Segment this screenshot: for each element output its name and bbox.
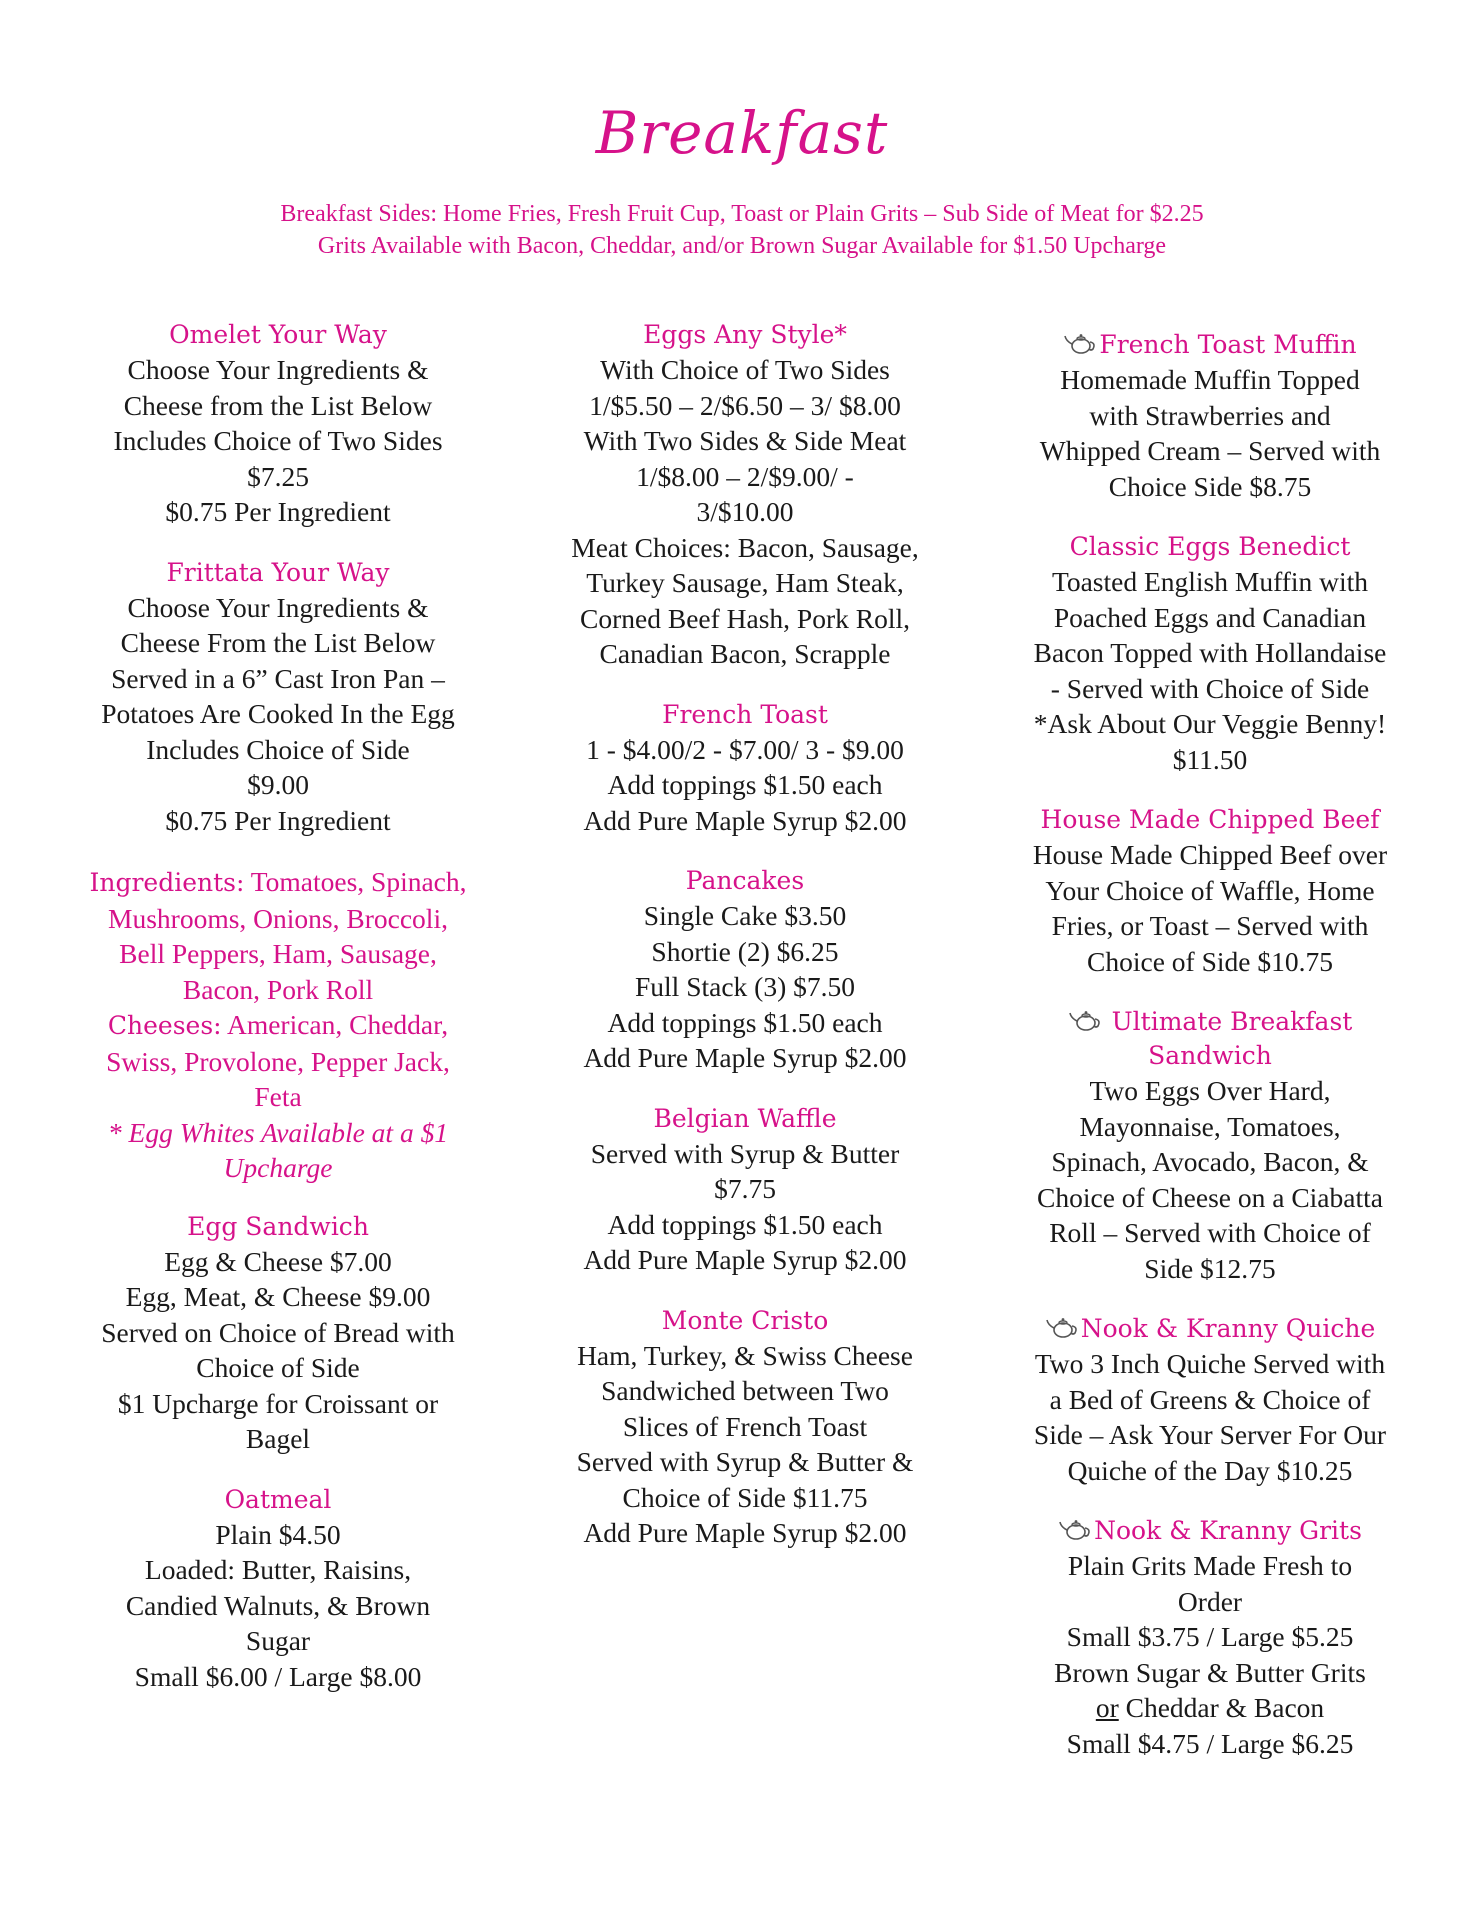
item-title-text: Sandwich (1148, 1041, 1272, 1070)
or-word: or (1095, 1692, 1119, 1723)
item-line: $0.75 Per Ingredient (165, 496, 391, 527)
item-line: Choice of Cheese on a Ciabatta (1037, 1181, 1383, 1213)
menu-column-right (1000, 318, 1420, 1787)
teapot-icon (1068, 1008, 1102, 1032)
menu-item-french-toast-muffin (1000, 328, 1420, 504)
menu-column-left (68, 318, 488, 1720)
item-line: Sugar (245, 1625, 311, 1656)
item-line: Feta (254, 1081, 302, 1112)
item-line: Whipped Cream – Served with (1039, 435, 1381, 466)
item-line: Add toppings $1.50 each (607, 1208, 883, 1240)
item-line: Canadian Bacon, Scrapple (599, 638, 891, 669)
item-line: $0.75 Per Ingredient (165, 804, 391, 836)
or-rest: Cheddar & Bacon (1118, 1692, 1325, 1723)
item-line: Small $6.00 / Large $8.00 (134, 1660, 422, 1692)
cheeses-first: American, Cheddar, (221, 1009, 449, 1040)
item-line: Corned Beef Hash, Pork Roll, (580, 602, 910, 634)
menu-item-eggs-any-style (535, 318, 955, 672)
egg-whites-note: Upcharge (223, 1152, 333, 1183)
item-title-french-toast-muffin (1000, 328, 1420, 362)
item-line: Plain Grits Made Fresh to (1067, 1550, 1353, 1581)
item-title-frittata: Frittata Your Way (166, 557, 390, 587)
item-line: Turkey Sausage, Ham Steak, (586, 567, 904, 598)
item-line: Mushrooms, Onions, Broccoli, (108, 902, 448, 934)
item-line: Bell Peppers, Ham, Sausage, (119, 938, 437, 969)
item-line: Choice of Side $10.75 (1087, 945, 1333, 977)
item-line: 3/$10.00 (696, 496, 794, 527)
menu-item-pancakes (535, 864, 955, 1076)
egg-whites-note: * Egg Whites Available at a $1 (107, 1116, 449, 1148)
item-title-text: Nook & Kranny Quiche (1080, 1314, 1376, 1343)
cheeses-label: Cheeses: (107, 1011, 222, 1040)
item-line: Served on Choice of Bread with (101, 1316, 455, 1348)
menu-item-grits (1000, 1514, 1420, 1761)
item-line: Choose Your Ingredients & (127, 354, 429, 385)
menu-item-oatmeal (68, 1483, 488, 1695)
item-line: Brown Sugar & Butter Grits (1054, 1656, 1366, 1688)
teapot-icon (1063, 331, 1097, 355)
item-price: $7.75 (714, 1173, 776, 1204)
item-line: Add Pure Maple Syrup $2.00 (583, 1244, 907, 1275)
item-line: Homemade Muffin Topped (1060, 364, 1360, 395)
item-line: Candied Walnuts, & Brown (125, 1589, 431, 1621)
item-line: Cheese From the List Below (120, 627, 436, 658)
item-line: Plain $4.50 (215, 1518, 341, 1550)
item-line: Egg, Meat, & Cheese $9.00 (125, 1281, 431, 1312)
item-title-omelet: Omelet Your Way (169, 320, 387, 349)
item-line: Single Cake $3.50 (643, 900, 847, 931)
item-title-egg-sandwich: Egg Sandwich (187, 1211, 369, 1241)
item-line: Spinach, Avocado, Bacon, & (1051, 1146, 1369, 1177)
item-title-text: Nook & Kranny Grits (1094, 1516, 1362, 1545)
item-line: Add Pure Maple Syrup $2.00 (583, 1517, 907, 1548)
ingredients-list (68, 864, 488, 1186)
item-line: Bacon, Pork Roll (182, 973, 374, 1005)
item-line: Add toppings $1.50 each (607, 769, 883, 800)
item-title-chipped-beef: House Made Chipped Beef (1040, 805, 1380, 834)
item-line: 1/$5.50 – 2/$6.50 – 3/ $8.00 (589, 389, 901, 421)
item-title-classic-eggs-benedict: Classic Eggs Benedict (1069, 532, 1351, 561)
item-line: Cheese from the List Below (123, 389, 433, 421)
item-line: - Served with Choice of Side (1050, 672, 1370, 704)
menu-item-quiche (1000, 1312, 1420, 1488)
item-title-eggs-any-style: Eggs Any Style* (643, 320, 847, 349)
item-line: Loaded: Butter, Raisins, (144, 1554, 412, 1585)
item-line: Your Choice of Waffle, Home (1045, 874, 1375, 906)
item-title-belgian-waffle: Belgian Waffle (653, 1103, 837, 1133)
item-line: Two Eggs Over Hard, (1089, 1075, 1331, 1106)
menu-item-chipped-beef (1000, 803, 1420, 979)
menu-item-frittata (68, 556, 488, 839)
item-line: Toasted English Muffin with (1051, 566, 1369, 597)
item-line: Roll – Served with Choice of (1049, 1217, 1371, 1248)
page-title: Breakfast (595, 99, 889, 167)
item-line: Slices of French Toast (622, 1410, 868, 1442)
item-line: Full Stack (3) $7.50 (635, 971, 855, 1002)
item-line: Choice of Side (196, 1352, 360, 1383)
item-line: Quiche of the Day $10.25 (1067, 1454, 1353, 1486)
item-line: Meat Choices: Bacon, Sausage, (571, 531, 919, 563)
ingredients-first: Tomatoes, Spinach, (244, 866, 467, 897)
sides-note-line-1: Breakfast Sides: Home Fries, Fresh Fruit Cup, Toast or Plain Grits – Sub Side of Meat for $2.25 (280, 201, 1204, 227)
item-title-text: French Toast Muffin (1099, 330, 1357, 359)
item-title-french-toast: French Toast (662, 699, 828, 729)
menu-column-middle (535, 318, 955, 1577)
item-line: Potatoes Are Cooked In the Egg (101, 698, 455, 729)
cheeses-line-1 (68, 1007, 488, 1044)
item-line: Choose Your Ingredients & (127, 591, 429, 623)
item-line: Small $3.75 / Large $5.25 (1066, 1621, 1354, 1652)
item-line: Add Pure Maple Syrup $2.00 (583, 804, 907, 836)
item-line: House Made Chipped Beef over (1032, 839, 1388, 870)
ingredients-line-1 (68, 864, 488, 901)
item-title-pancakes: Pancakes (685, 866, 805, 895)
item-line: a Bed of Greens & Choice of (1049, 1383, 1371, 1415)
ingredients-label: Ingredients: (89, 868, 245, 897)
item-price: $9.00 (247, 769, 309, 800)
item-line: Mayonnaise, Tomatoes, (1079, 1110, 1341, 1142)
item-line: 1 - $4.00/2 - $7.00/ 3 - $9.00 (586, 733, 904, 765)
item-title-monte-cristo: Monte Cristo (661, 1305, 829, 1335)
menu-item-french-toast (535, 698, 955, 839)
item-line: $1 Upcharge for Croissant or (117, 1387, 439, 1419)
item-line: Egg & Cheese $7.00 (164, 1245, 392, 1277)
item-line: Two 3 Inch Quiche Served with (1034, 1348, 1386, 1379)
item-line: Sandwiched between Two (601, 1375, 889, 1406)
menu-item-monte-cristo (535, 1304, 955, 1551)
item-line: Served with Syrup & Butter & (576, 1446, 914, 1477)
item-line: 1/$8.00 – 2/$9.00/ - (636, 460, 854, 492)
item-title-ultimate-breakfast-sandwich (1000, 1005, 1420, 1039)
item-price: $11.50 (1172, 743, 1248, 775)
item-line: Shortie (2) $6.25 (651, 935, 839, 967)
item-line: Poached Eggs and Canadian (1053, 601, 1367, 633)
item-line: Fries, or Toast – Served with (1051, 910, 1369, 941)
item-price: $7.25 (247, 460, 309, 492)
item-line: Swiss, Provolone, Pepper Jack, (106, 1045, 450, 1077)
item-line: Order (1177, 1585, 1243, 1617)
item-title-quiche (1000, 1312, 1420, 1346)
item-line: Small $4.75 / Large $6.25 (1066, 1727, 1354, 1759)
teapot-icon (1058, 1517, 1092, 1541)
menu-item-omelet (68, 318, 488, 530)
teapot-icon (1045, 1315, 1079, 1339)
item-line: Served with Syrup & Butter (590, 1137, 900, 1169)
item-line: Includes Choice of Two Sides (113, 425, 443, 456)
item-line: Ham, Turkey, & Swiss Cheese (577, 1339, 913, 1371)
item-line: *Ask About Our Veggie Benny! (1033, 708, 1387, 739)
item-line: Add toppings $1.50 each (607, 1006, 883, 1038)
item-line (1000, 1690, 1420, 1726)
item-line: Side – Ask Your Server For Our (1033, 1419, 1387, 1450)
menu-item-ultimate-breakfast-sandwich (1000, 1005, 1420, 1286)
menu-item-egg-sandwich (68, 1210, 488, 1457)
item-line: with Strawberries and (1089, 399, 1331, 431)
item-line: Served in a 6” Cast Iron Pan – (111, 662, 445, 694)
sides-note (0, 198, 1484, 262)
item-line: Includes Choice of Side (146, 733, 410, 765)
menu-item-classic-eggs-benedict (1000, 530, 1420, 777)
item-line: Choice Side $8.75 (1108, 470, 1312, 502)
item-title-text: Ultimate Breakfast (1111, 1007, 1353, 1036)
item-line: Choice of Side $11.75 (622, 1481, 868, 1513)
item-line: Bagel (245, 1423, 311, 1454)
item-title-grits (1000, 1514, 1420, 1548)
item-line: Add Pure Maple Syrup $2.00 (583, 1042, 907, 1073)
item-title-oatmeal: Oatmeal (224, 1484, 332, 1514)
item-line: With Two Sides & Side Meat (583, 425, 907, 456)
item-line: With Choice of Two Sides (600, 354, 890, 385)
item-line: Bacon Topped with Hollandaise (1033, 637, 1387, 668)
sides-note-line-2: Grits Available with Bacon, Cheddar, and/or Brown Sugar Available for $1.50 Upcharge (317, 233, 1167, 259)
menu-item-belgian-waffle (535, 1102, 955, 1278)
item-line: Side $12.75 (1144, 1252, 1276, 1284)
